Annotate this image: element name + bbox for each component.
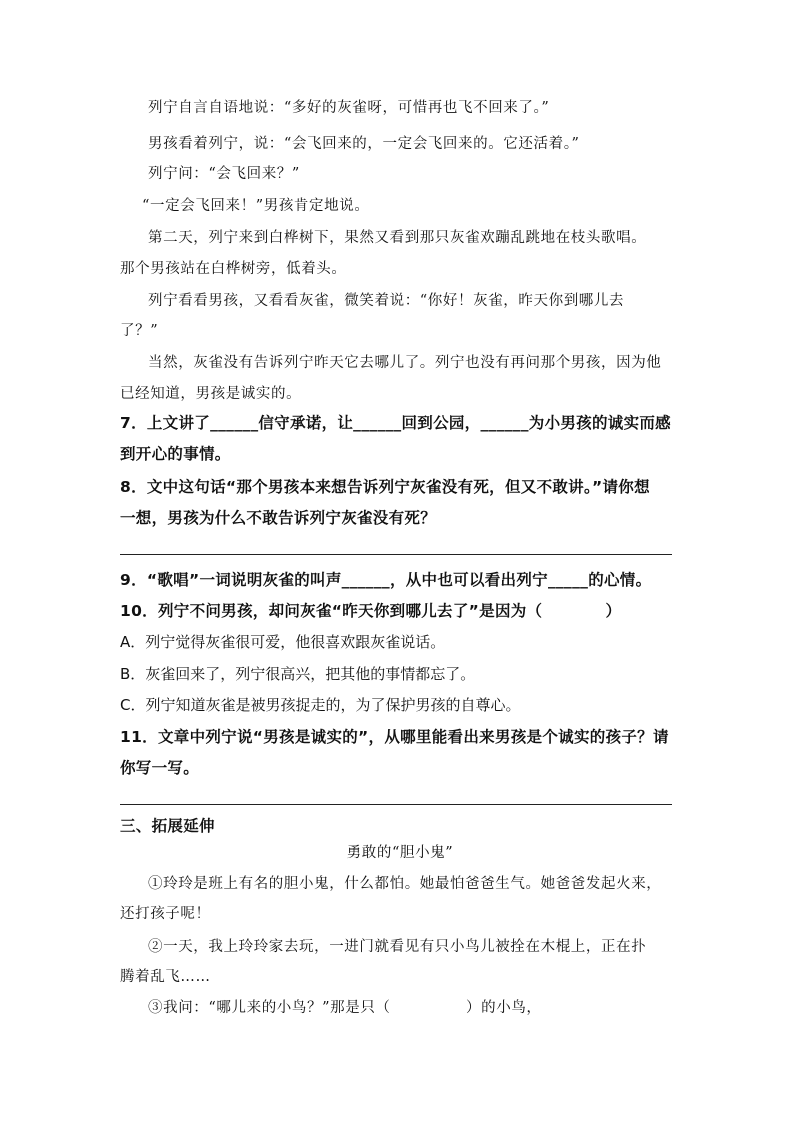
reading-paragraph-3: ③我问：“哪儿来的小鸟？”那是只（ ）的小鸟，: [148, 1000, 542, 1016]
question-10-option-c[interactable]: C．列宁知道灰雀是被男孩捉走的，为了保护男孩的自尊心。: [120, 696, 521, 714]
question-7-line-1: 7．上文讲了______信守承诺，让______回到公园，______为小男孩的诚实而感: [120, 414, 671, 432]
story-paragraph-6-line-1: 列宁看看男孩，又看看灰雀，微笑着说：“你好！灰雀，昨天你到哪儿去: [148, 293, 625, 309]
story-paragraph-5-line-2: 那个男孩站在白桦树旁，低着头。: [120, 261, 347, 277]
answer-line-question-8[interactable]: [120, 554, 672, 555]
question-7-line-2: 到开心的事情。: [120, 445, 231, 463]
story-paragraph-4: “一定会飞回来！”男孩肯定地说。: [142, 198, 370, 214]
reading-title: 勇敢的“胆小鬼”: [346, 845, 454, 861]
reading-paragraph-1-line-2: 还打孩子呢！: [120, 906, 211, 922]
question-8-line-2: 一想，男孩为什么不敢告诉列宁灰雀没有死？: [120, 509, 437, 527]
question-10: 10．列宁不问男孩，却问灰雀“昨天你到哪儿去了”是因为（ ）: [120, 602, 622, 620]
reading-paragraph-1-line-1: ①玲玲是班上有名的胆小鬼，什么都怕。她最怕爸爸生气。她爸爸发起火来，: [148, 876, 662, 892]
story-paragraph-5-line-1: 第二天，列宁来到白桦树下，果然又看到那只灰雀欢蹦乱跳地在枝头歌唱。: [148, 230, 647, 246]
reading-paragraph-2-line-1: ②一天，我上玲玲家去玩，一进门就看见有只小鸟儿被拴在木棍上，正在扑: [148, 939, 647, 955]
story-paragraph-1: 列宁自言自语地说：“多好的灰雀呀，可惜再也飞不回来了。”: [148, 100, 550, 116]
story-paragraph-7-line-2: 已经知道，男孩是诚实的。: [120, 386, 302, 402]
question-10-option-a[interactable]: A．列宁觉得灰雀很可爱，他很喜欢跟灰雀说话。: [120, 633, 446, 651]
section-3-heading: 三、拓展延伸: [120, 817, 215, 835]
question-8-line-1: 8．文中这句话“那个男孩本来想告诉列宁灰雀没有死，但又不敢讲。”请你想: [120, 478, 650, 496]
story-paragraph-3: 列宁问：“会飞回来？”: [148, 166, 300, 182]
answer-line-question-11[interactable]: [120, 804, 672, 805]
story-paragraph-7-line-1: 当然，灰雀没有告诉列宁昨天它去哪儿了。列宁也没有再问那个男孩，因为他: [148, 355, 662, 371]
question-11-line-2: 你写一写。: [120, 759, 200, 777]
story-paragraph-6-line-2: 了？”: [120, 323, 159, 339]
question-11-line-1: 11．文章中列宁说“男孩是诚实的”，从哪里能看出来男孩是个诚实的孩子？请: [120, 728, 669, 746]
question-10-option-b[interactable]: B．灰雀回来了，列宁很高兴，把其他的事情都忘了。: [120, 665, 476, 683]
question-9: 9．“歌唱”一词说明灰雀的叫声______，从中也可以看出列宁_____的心情。: [120, 571, 652, 589]
story-paragraph-2: 男孩看着列宁，说：“会飞回来的，一定会飞回来的。它还活着。”: [148, 136, 580, 152]
reading-paragraph-2-line-2: 腾着乱飞……: [120, 969, 211, 985]
